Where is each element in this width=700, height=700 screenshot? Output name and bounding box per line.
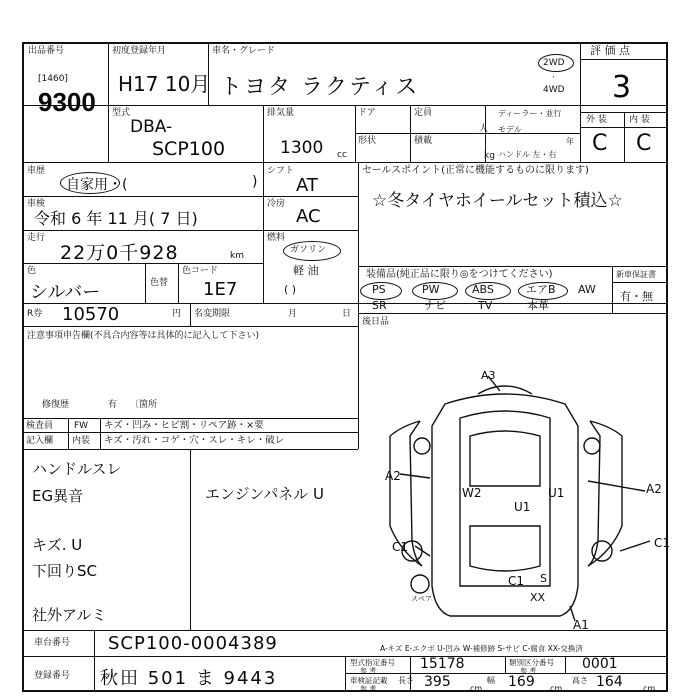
class-sub: 参 考 [520,667,537,675]
color-label: 色 [27,266,37,276]
chassis-value: SCP100-0004389 [108,633,278,654]
new-warranty-value: 有・無 [620,290,653,303]
fuel-diesel: 軽 油 [293,264,319,277]
drive-2wd: 2WD [543,58,565,68]
displacement-label: 排気量 [267,108,295,118]
interior-items: キズ・汚れ・コゲ・穴・スレ・キレ・破レ [104,435,285,446]
spare-label: スペア [411,595,432,603]
equip-tv: TV [478,299,493,312]
shaken-label: 車検 [27,199,46,209]
interior-label: 内 装 [629,115,650,125]
shaken-value: 令和 6 年 11 月( 7 日) [34,209,198,228]
remark-3: エンジンパネル U [205,485,324,503]
fw-items: キズ・凹み・ヒビ割・リペア跡・×要 [104,420,264,431]
name-label: 車名・グレード [212,46,276,56]
mark-xx: XX [530,591,546,604]
points-value: ☆冬タイヤホイールセット積込☆ [372,191,623,211]
type-spec-label: 型式指定番号 [350,658,395,667]
remark-5: 下回りSC [32,562,97,580]
dealer-label: ディーラー・並行 [498,109,562,118]
repair-location: 〔箇所 [130,400,158,410]
color-tone-label: 色替 [150,278,169,288]
chassis-label: 車台番号 [34,638,71,648]
km-unit: km [230,251,244,261]
width-cm: cm [550,684,563,693]
recycle-label: R券 [27,309,43,319]
width-label: 幅 [487,676,495,685]
type-spec-value: 15178 [420,656,465,672]
capacity-label: 定員 [414,108,433,118]
kg-unit: kg [484,151,495,161]
length-value: 395 [424,674,451,690]
mark-c1-left: C1 [392,540,409,554]
remark-1: ハンドルスレ [32,460,122,478]
drive-4wd: 4WD [543,85,565,95]
interior-value: C [636,131,652,156]
color-code-value: 1E7 [203,279,238,300]
color-value: シルバー [30,282,101,303]
mark-c1-right: C1 [654,536,671,550]
legend: A-キズ E-エクボ U-凹み W-補修跡 S-サビ C-腐食 XX-交換済 [380,644,583,653]
size-label: 車検証記載 [350,676,388,685]
first-reg-value: H17 10月 [118,72,211,96]
row-line [22,630,668,631]
class-value: 0001 [582,656,618,672]
mark-a1: A1 [573,618,589,632]
grade-value: 3 [612,70,632,105]
mileage-value: 22万0千928 [60,242,179,264]
month-unit: 月 [288,309,298,319]
history-value: 自家用・( [66,177,128,193]
remark-2: EG異音 [32,487,84,505]
length-label: 長さ [398,676,414,685]
day-unit: 日 [342,309,352,319]
equip-pw: PW [422,283,440,296]
model-year-label: モデル [498,125,522,134]
plate-value: 秋田 501 ま 9443 [100,668,278,689]
height-value: 164 [596,674,623,690]
equip-leather: 本革 [527,299,549,312]
load-label: 積載 [414,136,433,146]
entry-label: 記入欄 [26,436,54,446]
fw-label: FW [74,421,89,431]
interior-check-label: 内装 [72,436,91,446]
equip-abs: ABS [472,283,494,296]
exterior-label: 外 装 [586,115,607,125]
remark-6: 社外アルミ [32,606,107,624]
history-label: 車歴 [27,166,46,176]
mark-a2-left: A2 [385,469,401,483]
shift-label: シフト [267,166,295,176]
grade-label: 評 価 点 [590,44,630,57]
type-spec-sub: 参 考 [360,667,377,675]
mark-a2-right: A2 [646,482,662,496]
mark-u1-b: U1 [548,486,565,500]
equip-airbag: エアB [526,283,556,296]
shape-label: 形状 [358,136,377,146]
row-line [22,418,358,419]
row-line [22,326,358,327]
repair-label: 修復歴 [42,400,70,410]
color-code-label: 色コード [182,266,219,276]
recycle-value: 10570 [62,304,120,325]
handle-label: ハンドル 左・右 [498,150,557,159]
repair-have: 有 [108,400,118,410]
yen-unit: 円 [172,309,182,319]
type-value-1: DBA- [130,117,173,137]
mark-u1-a: U1 [514,500,531,514]
remark-4: キズ. U [32,536,83,554]
equipment-label: 装備品(純正品に限り◎をつけてください) [366,269,553,280]
lot-number: 9300 [38,87,96,117]
inspect-label: 検査員 [26,421,54,431]
notes-label: 注意事項申告欄(不具合内容等は具体的に記入して下さい) [27,331,260,341]
cc-unit: cc [337,150,347,160]
width-value: 169 [508,674,535,690]
first-reg-label: 初度登録年月 [112,46,167,56]
type-label: 型式 [112,108,131,118]
length-cm: cm [470,684,483,693]
name-value: トヨタ ラクティス [220,75,420,100]
height-label: 高さ [572,676,588,685]
equip-aw: AW [578,283,596,296]
fuel-label: 燃料 [267,233,286,243]
row-line [22,105,668,106]
lot-small: [1460] [38,74,68,84]
year-unit: 年 [566,137,574,146]
size-sub: 参 考 [360,685,377,693]
plate-label: 登録番号 [34,671,71,681]
row-line [22,432,358,433]
row-line [22,162,668,163]
mark-c1-rear: C1 [508,574,525,588]
ac-value: AC [296,206,321,227]
person-unit: 人 [479,124,489,134]
ac-label: 冷房 [267,199,286,209]
exterior-value: C [592,131,608,156]
shift-value: AT [296,175,318,196]
lot-label: 出品番号 [28,46,65,56]
meigi-label: 名変期限 [194,309,231,319]
new-warranty-label: 新車保証書 [616,270,656,279]
height-cm: cm [643,684,656,693]
equip-sr: SR [372,299,387,312]
mark-s: S [540,572,547,585]
door-label: ドア [358,108,376,118]
equip-navi: ナビ [424,299,446,312]
type-value-2: SCP100 [152,138,226,160]
mark-w2: W2 [462,486,482,500]
fuel-gasoline: ガソリン [290,245,327,255]
points-label: セールスポイント(正常に機能するものに限ります) [362,165,589,176]
displacement-value: 1300 [280,138,324,158]
mark-a3: A3 [481,369,496,382]
later-label: 後日品 [362,317,390,327]
mileage-label: 走行 [27,233,46,243]
equip-ps: PS [372,283,386,296]
fuel-other: ( ) [284,283,297,296]
class-label: 類別区分番号 [509,658,554,667]
